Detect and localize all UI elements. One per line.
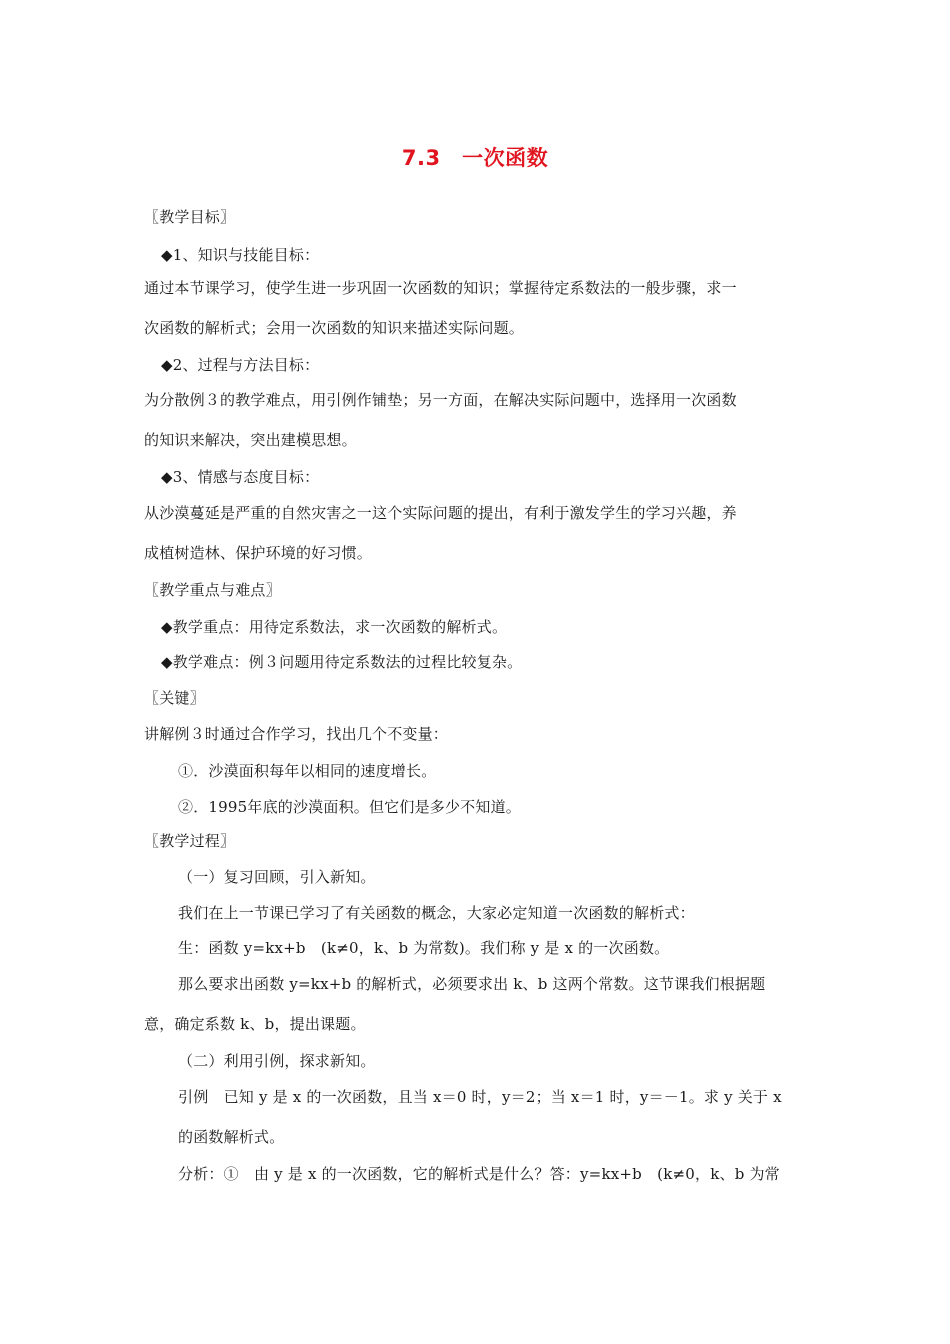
paragraph-line: 我们在上一节课已学习了有关函数的概念，大家必定知道一次函数的解析式：	[178, 904, 695, 922]
paragraph-line: 成植树造林、保护环境的好习惯。	[144, 544, 373, 562]
section-heading-process: 〖教学过程〗	[144, 832, 236, 850]
page-title: 7.3 一次函数	[401, 146, 549, 170]
paragraph-line: 引例 已知 y 是 x 的一次函数，且当 x＝0 时，y＝2；当 x＝1 时，y＝－1。求 y 关于 x	[178, 1088, 782, 1106]
paragraph-line: 那么要求出函数 y=kx+b 的解析式，必须要求出 k、b 这两个常数。这节课我们根据题	[178, 975, 766, 993]
key-point-line: ◆教学重点：用待定系数法，求一次函数的解析式。	[161, 618, 508, 636]
paragraph-line: 分析：① 由 y 是 x 的一次函数，它的解析式是什么？答：y=kx+b (k≠0，k、b 为常	[178, 1165, 780, 1183]
difficulty-line: ◆教学难点：例３问题用待定系数法的过程比较复杂。	[161, 653, 523, 671]
subsection-heading: （一）复习回顾，引入新知。	[178, 868, 376, 886]
list-item: ①．沙漠面积每年以相同的速度增长。	[178, 762, 437, 780]
objective-1-heading: ◆1、知识与技能目标：	[161, 246, 320, 264]
paragraph-line: 次函数的解析式；会用一次函数的知识来描述实际问题。	[144, 319, 525, 337]
paragraph-line: 的函数解析式。	[178, 1128, 285, 1146]
paragraph-line: 从沙漠蔓延是严重的自然灾害之一这个实际问题的提出，有利于激发学生的学习兴趣，养	[144, 504, 737, 522]
section-heading-objectives: 〖教学目标〗	[144, 208, 236, 226]
paragraph-line: 通过本节课学习，使学生进一步巩固一次函数的知识；掌握待定系数法的一般步骤，求一	[144, 279, 737, 297]
paragraph-line: 生：函数 y=kx+b (k≠0，k、b 为常数)。我们称 y 是 x 的一次函数。	[178, 939, 670, 957]
paragraph-line: 讲解例３时通过合作学习，找出几个不变量：	[144, 725, 449, 743]
section-heading-focus: 〖教学重点与难点〗	[144, 581, 281, 599]
subsection-heading: （二）利用引例，探求新知。	[178, 1052, 376, 1070]
paragraph-line: 为分散例３的教学难点，用引例作铺垫；另一方面，在解决实际问题中，选择用一次函数	[144, 391, 737, 409]
section-heading-key: 〖关键〗	[144, 689, 205, 707]
list-item: ②．1995年底的沙漠面积。但它们是多少不知道。	[178, 798, 521, 816]
objective-2-heading: ◆2、过程与方法目标：	[161, 356, 320, 374]
objective-3-heading: ◆3、情感与态度目标：	[161, 468, 320, 486]
paragraph-line: 的知识来解决，突出建模思想。	[144, 431, 357, 449]
paragraph-line: 意，确定系数 k、b，提出课题。	[144, 1015, 366, 1033]
